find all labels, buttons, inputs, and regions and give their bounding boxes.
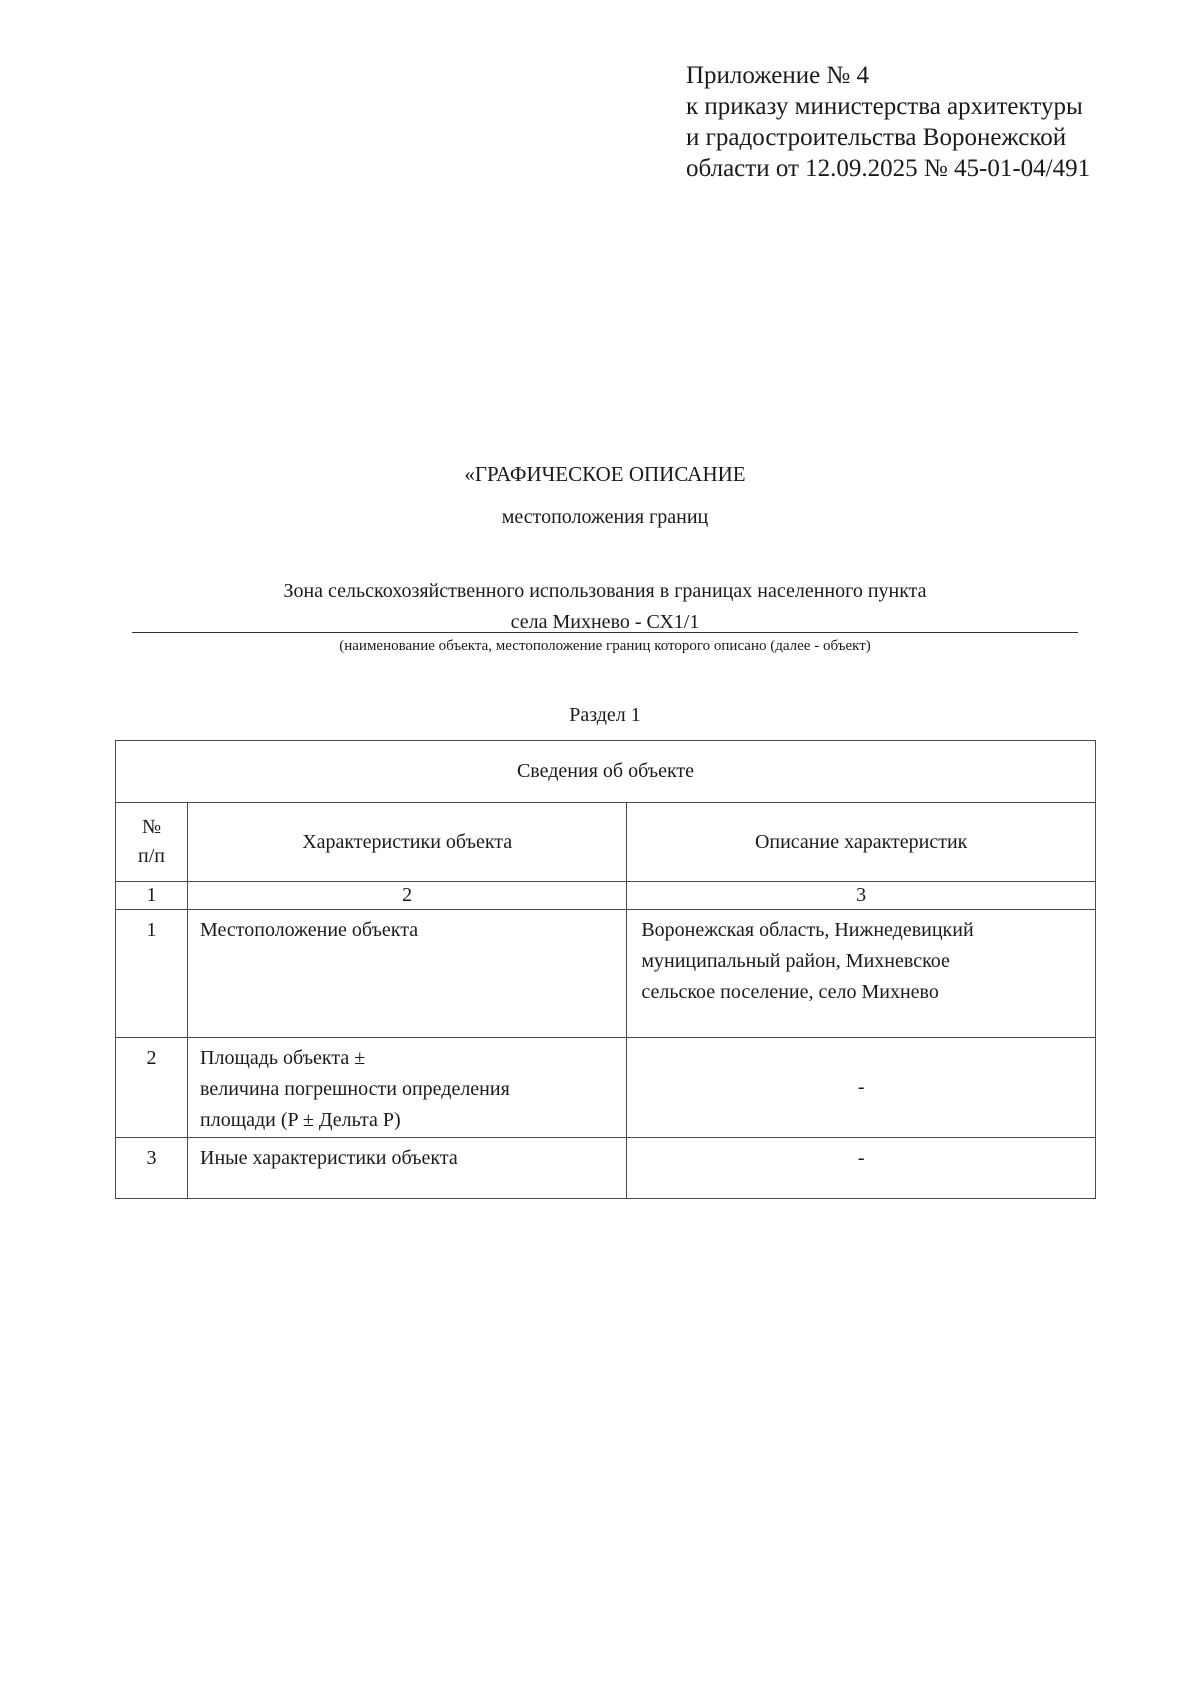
row-description-line: - (857, 1147, 865, 1169)
object-caption: (наименование объекта, местоположение границ которого описано (далее - объект) (339, 638, 871, 654)
table-caption: Сведения об объекте (116, 741, 1096, 803)
row-characteristic-line: Иные характеристики объекта (200, 1147, 458, 1169)
header-num-line: п/п (138, 845, 165, 867)
header-num-line: № (141, 816, 162, 838)
row-characteristic (188, 910, 627, 1038)
row-characteristic-line: Площадь объекта ± (200, 1047, 366, 1069)
object-name-line: Зона сельскохозяйственного использования в границах населенного пункта (283, 580, 927, 602)
column-number: 1 (116, 882, 188, 910)
table-row (116, 1038, 1096, 1138)
appendix-line: к приказу министерства архитектуры (686, 93, 1083, 120)
object-name-line: села Михнево - СХ1/1 (510, 611, 700, 633)
document-subtitle: местоположения границ (501, 506, 709, 528)
table-row (116, 910, 1096, 1038)
table-row (116, 1138, 1096, 1199)
row-characteristic-line: Местоположение объекта (200, 919, 419, 941)
column-number: 2 (188, 882, 627, 910)
row-characteristic (188, 1038, 627, 1138)
header-description: Описание характеристик (627, 803, 1096, 882)
appendix-line: области от 12.09.2025 № 45-01-04/491 (686, 155, 1091, 182)
row-number: 3 (116, 1138, 188, 1199)
appendix-line: Приложение № 4 (686, 62, 870, 89)
table-header-row (116, 803, 1096, 882)
row-description-line: муниципальный район, Михневское (641, 950, 950, 972)
table-caption-row (116, 741, 1096, 803)
column-number: 3 (627, 882, 1096, 910)
row-description (627, 1138, 1096, 1199)
row-number: 2 (116, 1038, 188, 1138)
row-characteristic-line: площади (P ± Дельта P) (200, 1109, 401, 1131)
object-name (0, 576, 1200, 638)
appendix-line: и градостроительства Воронежской (686, 124, 1067, 151)
row-description (627, 1038, 1096, 1138)
object-name-underline (132, 632, 1078, 633)
row-characteristic-line: величина погрешности определения (200, 1078, 510, 1100)
column-number-row (116, 882, 1096, 910)
header-characteristics: Характеристики объекта (188, 803, 627, 882)
row-number: 1 (116, 910, 188, 1038)
object-info-table (115, 740, 1096, 1199)
row-description-line: сельское поселение, село Михнево (641, 981, 939, 1003)
row-description (627, 910, 1096, 1038)
row-description-line: - (857, 1076, 865, 1098)
document-title: «ГРАФИЧЕСКОЕ ОПИСАНИЕ (464, 462, 746, 486)
section-title: Раздел 1 (569, 704, 641, 726)
header-num (116, 803, 188, 882)
row-description-line: Воронежская область, Нижнедевицкий (641, 919, 974, 941)
row-characteristic (188, 1138, 627, 1199)
appendix-header (686, 60, 1090, 184)
